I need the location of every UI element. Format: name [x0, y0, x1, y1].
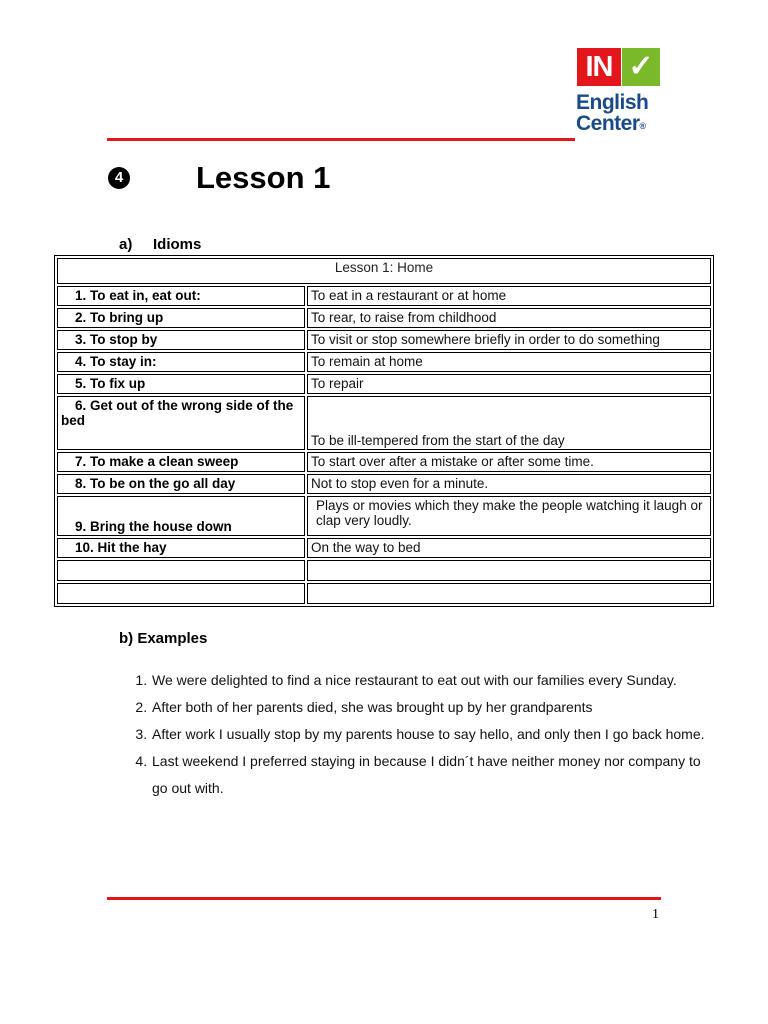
empty-cell	[307, 560, 711, 581]
footer-divider	[107, 897, 661, 900]
logo-wordmark	[576, 92, 648, 137]
idiom-term	[57, 452, 305, 472]
idiom-term	[57, 352, 305, 372]
idiom-term-text: 1. To eat in, eat out:	[75, 288, 201, 303]
english-center-logo	[574, 48, 664, 140]
list-item: 3. After work I usually stop by my parents house to say hello, and only then I go back home.	[151, 721, 711, 748]
logo-line-english: English	[576, 91, 649, 114]
idiom-term	[57, 374, 305, 394]
idiom-definition: To repair	[307, 374, 711, 394]
idiom-term-text: 3. To stop by	[75, 332, 158, 347]
idiom-term-text: 9. Bring the house down	[75, 519, 232, 534]
idiom-definition: On the way to bed	[307, 538, 711, 558]
table-row	[57, 474, 711, 494]
idiom-term-text: 6. Get out of the wrong side of the bed	[61, 398, 294, 428]
idiom-term	[57, 308, 305, 328]
idiom-term	[57, 474, 305, 494]
idioms-table	[54, 255, 714, 607]
logo-in-text: IN	[577, 48, 621, 86]
empty-cell	[57, 560, 305, 581]
idiom-term-text: 10. Hit the hay	[75, 540, 167, 555]
idiom-term-text: 5. To fix up	[75, 376, 146, 391]
page-number: 1	[652, 907, 659, 922]
numbered-bullet-icon: 4	[108, 167, 130, 189]
idiom-term-text: 4. To stay in:	[75, 354, 157, 369]
list-item: 4. Last weekend I preferred staying in because I didn´t have neither money nor company to go out with.	[151, 748, 711, 802]
check-icon: ✓	[622, 48, 660, 86]
table-row-empty	[57, 583, 711, 604]
page-title: Lesson 1	[196, 160, 331, 195]
empty-cell	[307, 583, 711, 604]
table-row	[57, 452, 711, 472]
logo-line-center	[576, 113, 648, 137]
section-b-heading: b) Examples	[119, 630, 208, 647]
empty-cell	[57, 583, 305, 604]
section-a-letter: a)	[119, 236, 133, 253]
idiom-definition: To rear, to raise from childhood	[307, 308, 711, 328]
table-header: Lesson 1: Home	[57, 258, 711, 284]
idiom-term	[57, 538, 305, 558]
idiom-definition: Plays or movies which they make the people watching it laugh or clap very loudly.	[307, 496, 711, 536]
section-a-title: Idioms	[153, 236, 202, 253]
logo-mark	[577, 48, 660, 86]
table-row-empty	[57, 560, 711, 581]
idiom-term	[57, 286, 305, 306]
table-row	[57, 330, 711, 350]
idiom-term-text: 8. To be on the go all day	[75, 476, 236, 491]
idiom-definition: To eat in a restaurant or at home	[307, 286, 711, 306]
list-item: 2. After both of her parents died, she was brought up by her grandparents	[151, 694, 711, 721]
table-row	[57, 308, 711, 328]
idiom-definition: To start over after a mistake or after some time.	[307, 452, 711, 472]
registered-mark: ®	[639, 121, 646, 131]
idiom-definition: To visit or stop somewhere briefly in order to do something	[307, 330, 711, 350]
examples-list	[129, 667, 711, 802]
table-row	[57, 396, 711, 450]
table-row	[57, 352, 711, 372]
table-row	[57, 374, 711, 394]
idiom-definition: Not to stop even for a minute.	[307, 474, 711, 494]
logo-center-text: Center	[576, 112, 640, 135]
section-a-heading	[119, 236, 201, 253]
idiom-term-text: 2. To bring up	[75, 310, 164, 325]
list-item: 1. We were delighted to find a nice restaurant to eat out with our families every Sunday.	[151, 667, 711, 694]
table-row	[57, 496, 711, 536]
idiom-term-text: 7. To make a clean sweep	[75, 454, 239, 469]
idiom-term	[57, 396, 305, 450]
header-divider	[107, 138, 575, 141]
idiom-definition: To be ill-tempered from the start of the day	[307, 396, 711, 450]
table-row	[57, 286, 711, 306]
idiom-term	[57, 496, 305, 536]
idiom-definition: To remain at home	[307, 352, 711, 372]
table-row	[57, 538, 711, 558]
idiom-term	[57, 330, 305, 350]
